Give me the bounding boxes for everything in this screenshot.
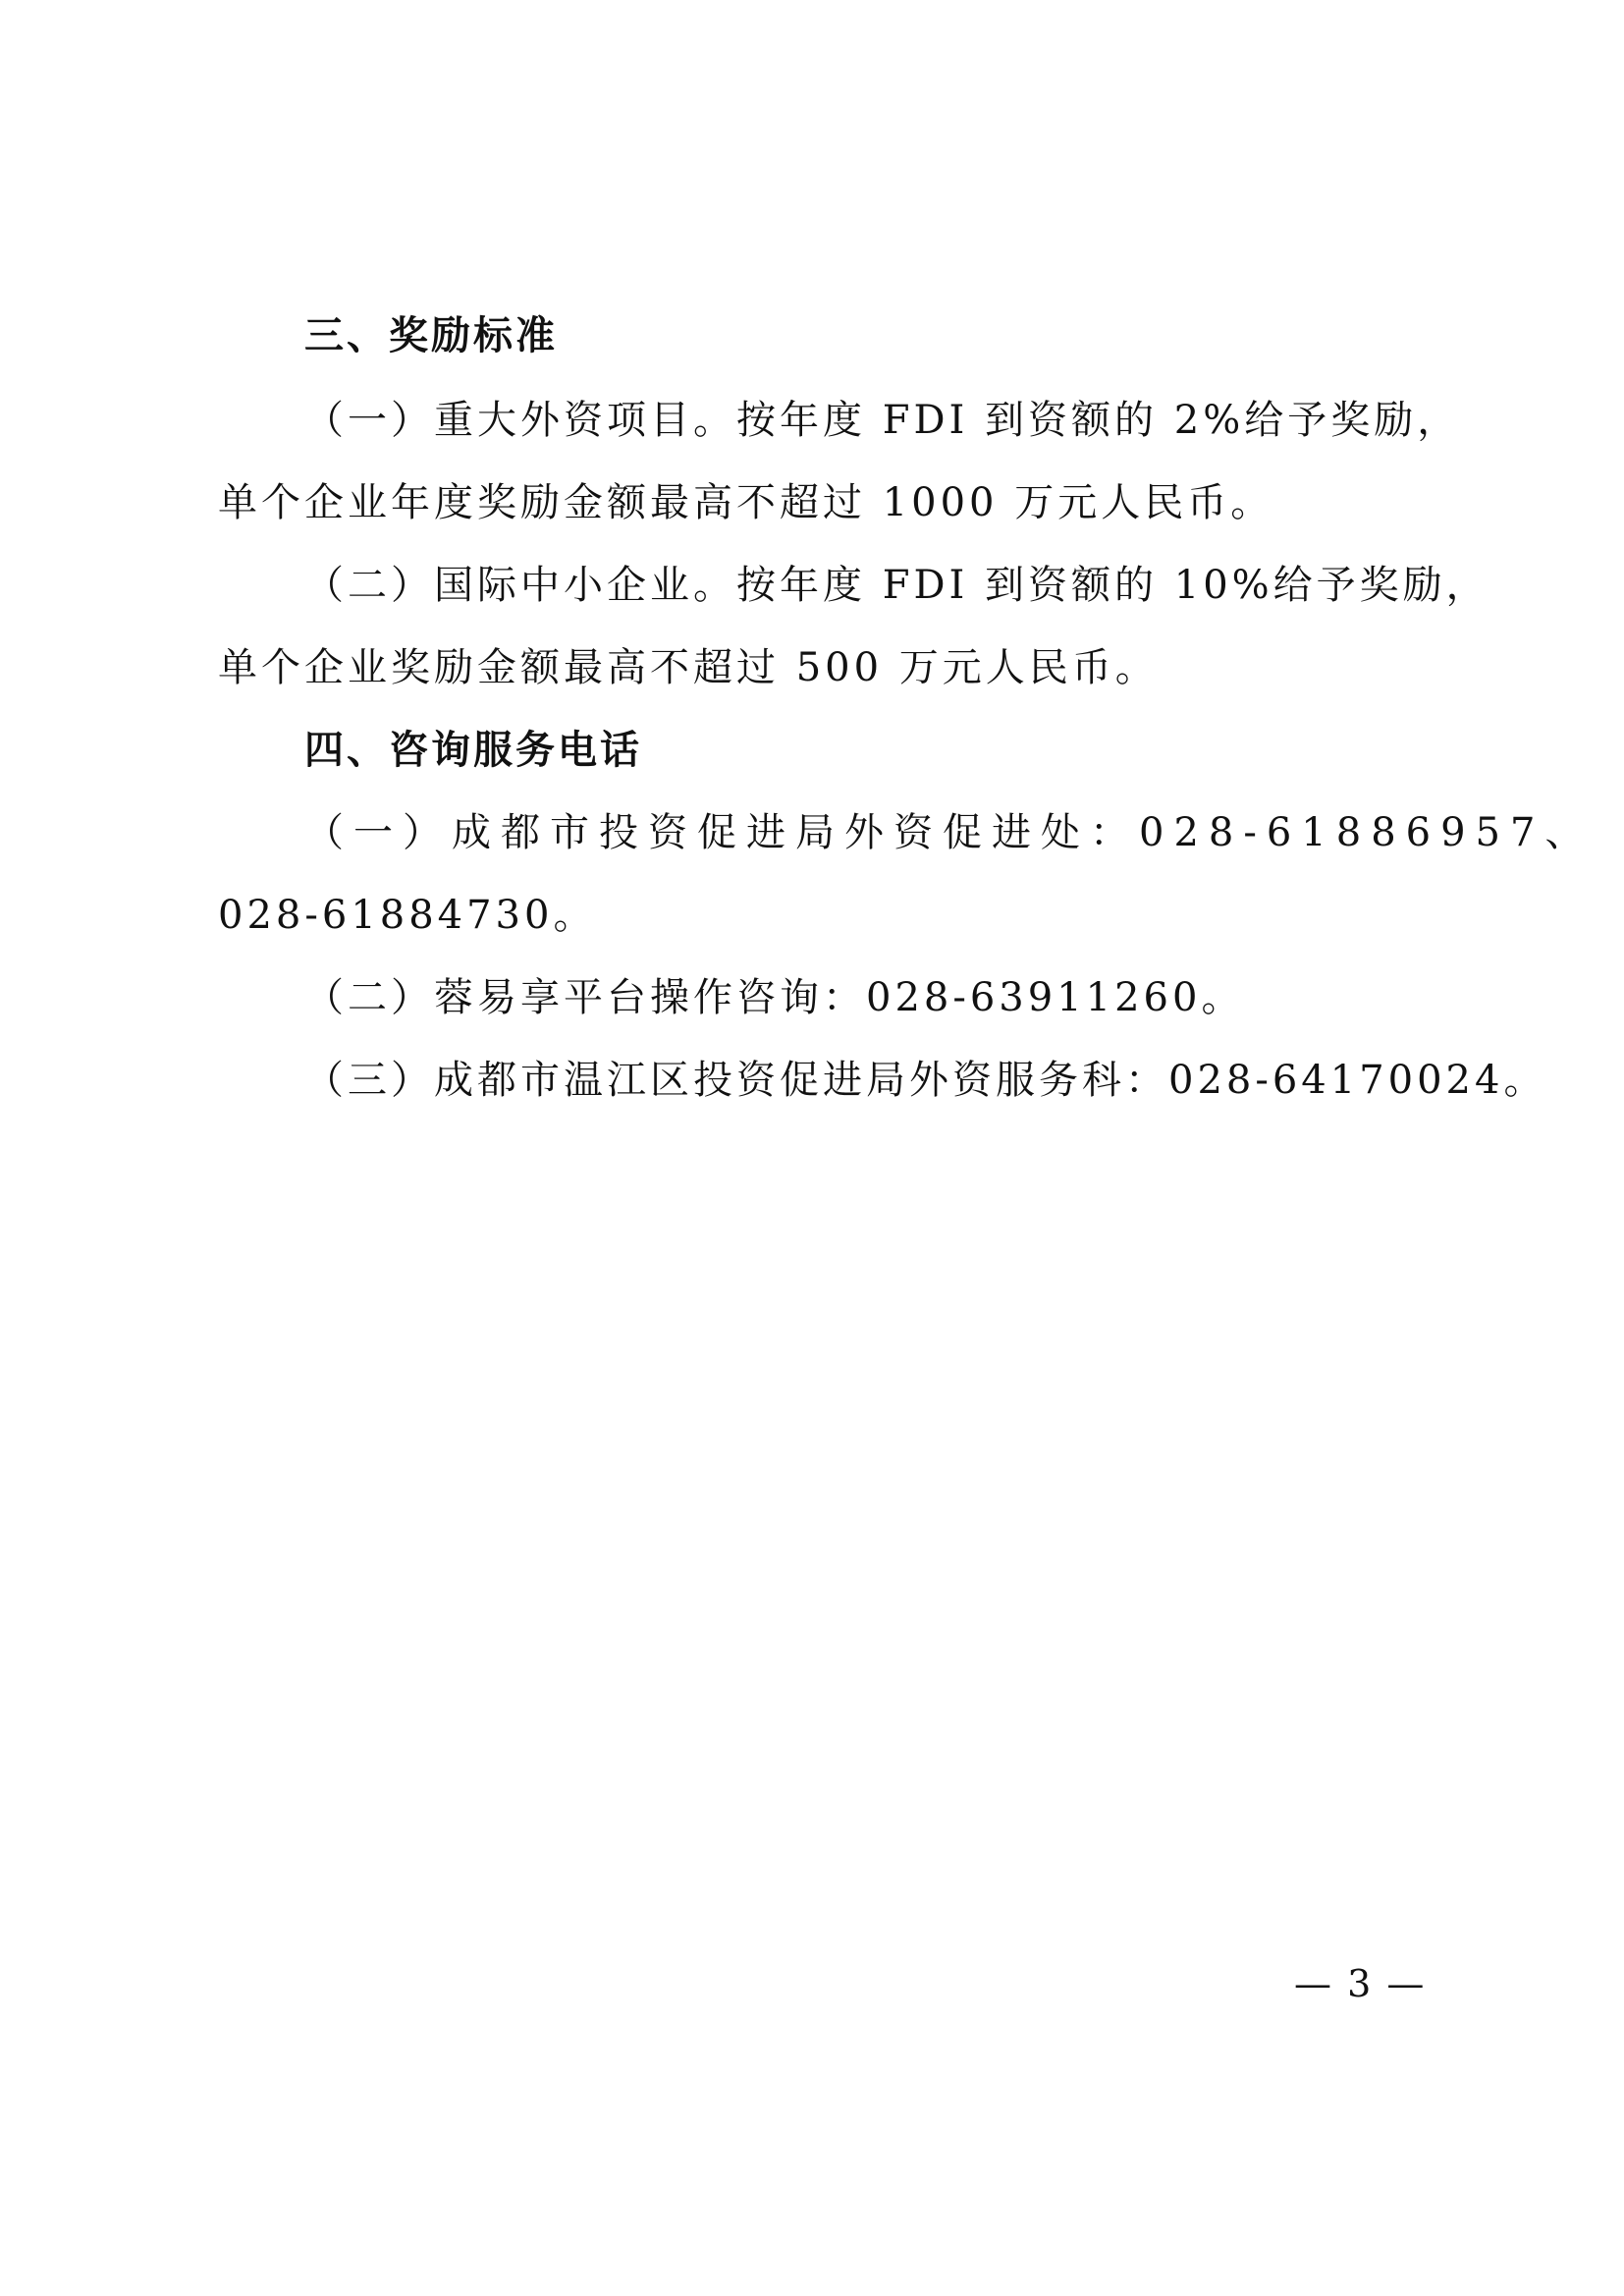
contact-rongyixiang-platform: （二）蓉易享平台操作咨询：028-63911260。 [304, 975, 1245, 1020]
page-number: — 3 — [1294, 1962, 1427, 2005]
section-heading-reward-standards: 三、奖励标准 [304, 313, 558, 358]
paragraph-major-foreign-projects-line2: 单个企业年度奖励金额最高不超过 1000 万元人民币。 [218, 480, 1274, 525]
contact-investment-promotion-line1: （一）成都市投资促进局外资促进处：028-61886957、 [304, 810, 1595, 855]
paragraph-international-sme-line1: （二）国际中小企业。按年度 FDI 到资额的 10%给予奖励， [304, 563, 1489, 608]
section-heading-consulting-phones: 四、咨询服务电话 [304, 728, 642, 773]
paragraph-major-foreign-projects-line1: （一）重大外资项目。按年度 FDI 到资额的 2%给予奖励， [304, 398, 1461, 443]
paragraph-international-sme-line2: 单个企业奖励金额最高不超过 500 万元人民币。 [218, 645, 1159, 690]
contact-investment-promotion-line2: 028-61884730。 [218, 893, 597, 938]
contact-wenjiang-district: （三）成都市温江区投资促进局外资服务科：028-64170024。 [304, 1058, 1547, 1103]
